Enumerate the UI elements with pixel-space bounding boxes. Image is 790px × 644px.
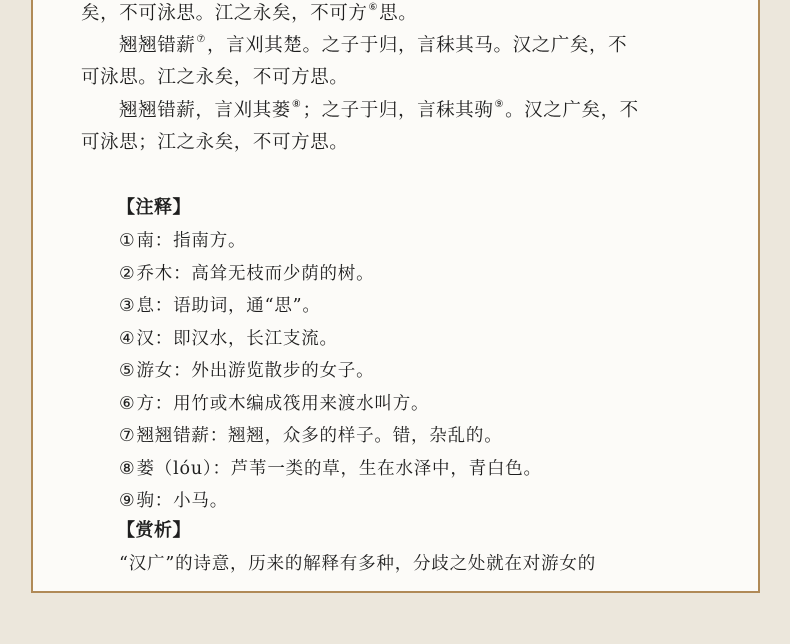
- poem-line: [81, 131, 348, 155]
- annotation-text: 汉：即汉水，长江支流。: [136, 328, 338, 349]
- footnote-ref: ⑥: [368, 2, 379, 13]
- poem-text: 。汉之广矣，不: [505, 100, 639, 121]
- annotation-number: ⑦: [119, 426, 136, 446]
- poem-line: [81, 2, 417, 26]
- annotation-number: ④: [119, 328, 136, 349]
- annotation-text: 南：指南方。: [136, 231, 247, 251]
- annotation-number: ⑧: [119, 458, 136, 479]
- annotation-number: ③: [119, 296, 136, 316]
- annotation-item: [119, 489, 228, 513]
- annotation-item: [119, 457, 542, 481]
- poem-text: 矣，不可泳思。江之永矣，不可方: [81, 3, 368, 24]
- footnote-ref: ⑨: [494, 99, 505, 110]
- annotation-text: 乔木：高耸无枝而少荫的树。: [136, 263, 375, 284]
- annotation-item: [119, 359, 374, 383]
- book-page: [31, 0, 760, 593]
- poem-line: [119, 34, 627, 58]
- annotation-number: ②: [119, 263, 136, 284]
- annotation-number: ①: [119, 231, 136, 251]
- annotations-heading: 【注释】: [117, 197, 191, 218]
- annotation-number: ⑤: [119, 361, 136, 381]
- annotation-item: [119, 262, 374, 286]
- annotation-text: 游女：外出游览散步的女子。: [136, 361, 375, 381]
- annotation-item: [119, 229, 246, 253]
- poem-line: [119, 99, 639, 123]
- appreciation-heading: 【赏析】: [117, 520, 191, 541]
- annotation-text: 方：用竹或木编成筏用来渡水叫方。: [136, 393, 430, 414]
- annotation-number: ⑨: [119, 491, 136, 511]
- appreciation-paragraph: “汉广”的诗意，历来的解释有多种，分歧之处就在对游女的: [119, 554, 596, 574]
- poem-text: ，言刈其楚。之子于归，言秣其马。汉之广矣，不: [206, 35, 628, 56]
- annotation-item: [119, 327, 338, 351]
- footnote-ref: ⑦: [196, 34, 206, 45]
- poem-text: 可泳思。江之永矣，不可方思。: [81, 67, 349, 88]
- footnote-ref: ⑧: [291, 99, 302, 110]
- annotation-item: [119, 294, 321, 318]
- poem-text: 翘翘错薪，言刈其蒌: [119, 100, 291, 121]
- annotation-text: 翘翘错薪：翘翘，众多的样子。错，杂乱的。: [136, 426, 503, 446]
- annotation-number: ⑥: [119, 393, 136, 414]
- poem-text: 翘翘错薪: [119, 35, 196, 56]
- poem-line: [81, 66, 348, 90]
- annotation-item: [119, 392, 429, 416]
- poem-text: 可泳思；江之永矣，不可方思。: [81, 132, 349, 153]
- annotation-text: 驹：小马。: [136, 491, 228, 511]
- annotation-item: [119, 424, 503, 448]
- annotation-text: 息：语助词，通“思”。: [136, 296, 321, 316]
- poem-text: ；之子于归，言秣其驹: [302, 100, 494, 121]
- annotation-text: 蒌（lóu）：芦苇一类的草，生在水泽中，青白色。: [136, 458, 542, 479]
- poem-text: 思。: [379, 3, 418, 24]
